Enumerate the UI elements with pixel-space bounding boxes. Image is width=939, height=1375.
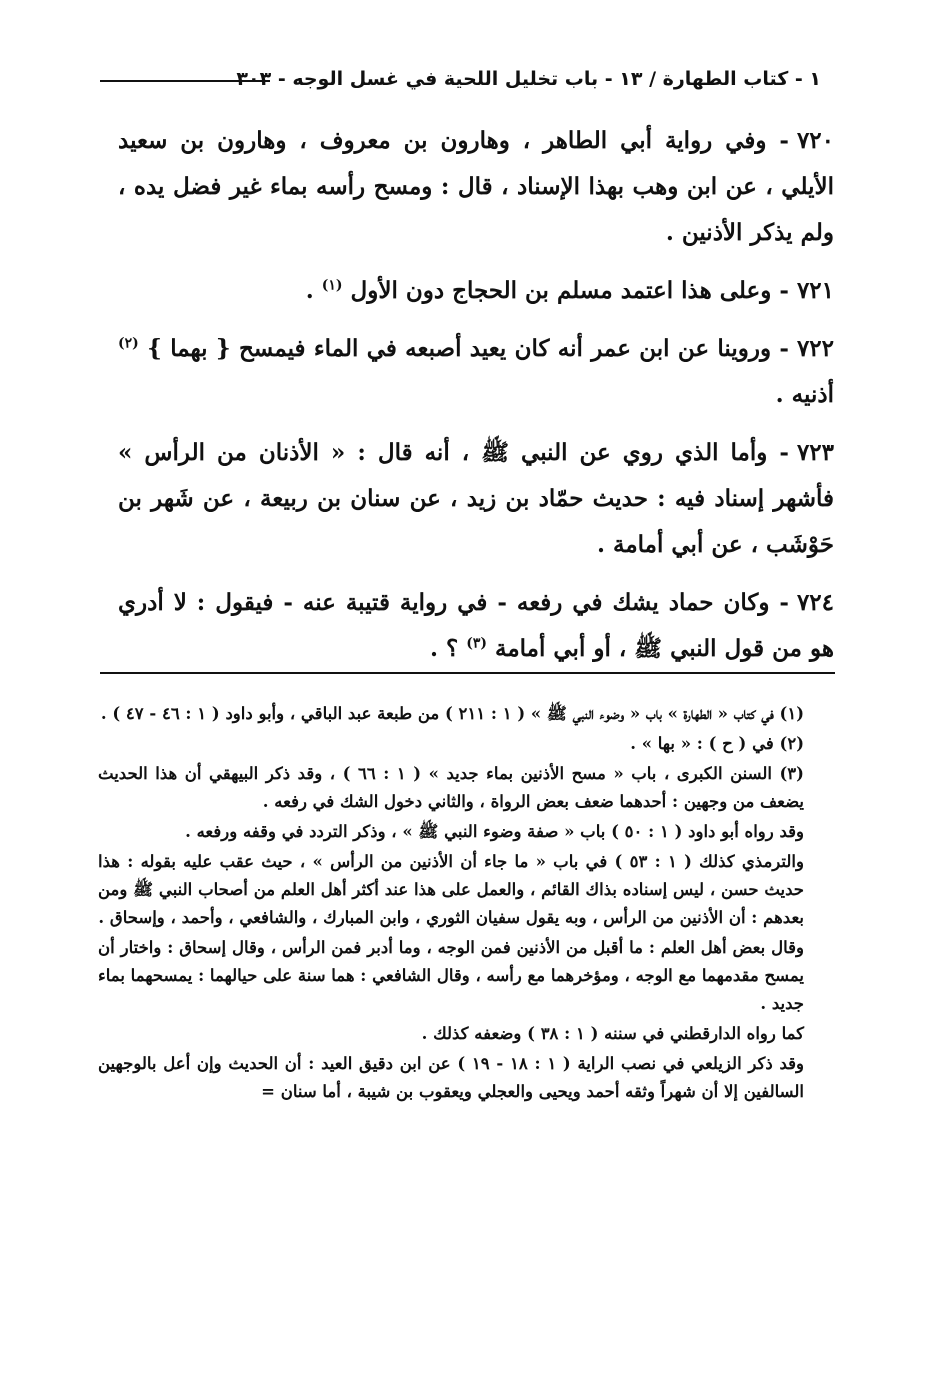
running-header — [110, 62, 821, 96]
footnote-ref: (١) — [321, 277, 343, 294]
footnote-3-continued: كما رواه الدارقطني في سننه ( ١ : ٣٨ ) وضعفه كذلك . — [421, 1024, 804, 1043]
footnote-3-continued: والترمذي كذلك ( ١ : ٥٣ ) في باب « ما جاء أن الأذنين من الرأس » ، حيث عقب عليه بقوله : هذا حديث حسن ، ليس إسناده بذاك القائم ، والعمل على هذا عند أكثر أهل العلم من أصحاب النبي ﷺ ومن بعدهم : أن الأذنين من الرأس ، وبه يقول سفيان الثوري ، وابن المبارك ، والشافعي ، وأحمد ، وإسحاق . — [98, 852, 804, 927]
paragraph-number: ٧٢١ — [796, 277, 834, 304]
footnote-divider — [100, 672, 835, 674]
main-text — [118, 118, 834, 684]
paragraph-number: ٧٢٤ — [796, 589, 834, 616]
footnote-1: (١) في كتاب « الطهارة » باب « وضوء النبي ﷺ » ( ١ : ٢١١ ) من طبعة عبد الباقي ، وأبو داود ( ١ : ٤٦ - ٤٧ ) . — [100, 704, 804, 723]
paragraph-tail: . — [305, 277, 322, 304]
paragraph-number: ٧٢٠ — [796, 127, 834, 154]
footnote-ref: (٣) — [466, 635, 487, 652]
footnotes — [98, 700, 834, 1108]
paragraph-724 — [118, 580, 834, 672]
header-rule — [100, 80, 270, 82]
footnote-3-continued: وقال بعض أهل العلم : ما أقبل من الأذنين فمن الوجه ، وما أدبر فمن الرأس ، وقال إسحاق : واختار أن يمسح مقدمهما مع الوجه ، ومؤخرهما مع رأسه ، وقال الشافعي : هما سنة على حيالهما : يمسحهما بماء جديد . — [98, 938, 804, 1013]
footnote-3: (٣) السنن الكبرى ، باب « مسح الأذنين بماء جديد » ( ١ : ٦٦ ) ، وقد ذكر البيهقي أن هذا الحديث يضعف من وجهين : أحدهما ضعف بعض الرواة ، والثاني دخول الشك في رفعه . — [98, 764, 804, 811]
paragraph-text: - وعلى هذا اعتمد مسلم بن الحجاج دون الأول — [350, 277, 789, 304]
paragraph-721 — [118, 268, 834, 314]
footnote-2: (٢) في ( ح ) : « بها » . — [630, 734, 804, 753]
paragraph-text: - وكان حماد يشك في رفعه - في رواية قتيبة عنه - فيقول : لا أدري هو من قول النبي ﷺ ، أو أبي أمامة — [118, 589, 834, 662]
paragraph-722 — [118, 326, 834, 418]
footnote-3-continued: وقد رواه أبو داود ( ١ : ٥٠ ) باب « صفة وضوء النبي ﷺ » ، وذكر التردد في وقفه ورفعه . — [185, 822, 804, 841]
paragraph-text: - وروينا عن ابن عمر أنه كان يعيد أصبعه في الماء فيمسح { بهما } — [147, 335, 789, 362]
paragraph-number: ٧٢٢ — [796, 335, 835, 362]
paragraph-number: ٧٢٣ — [796, 439, 834, 466]
running-title: ١ - كتاب الطهارة / ١٣ - باب تخليل اللحية في غسل الوجه - ٣٠٣ — [236, 68, 821, 90]
paragraph-text: - وأما الذي روي عن النبي ﷺ ، أنه قال : « الأذنان من الرأس » فأشهر إسناد فيه : حديث حمّاد بن زيد ، عن سنان بن ربيعة ، عن شَهر بن حَوْشَب ، عن أبي أمامة . — [118, 439, 834, 558]
footnote-3-continued: وقد ذكر الزيلعي في نصب الراية ( ١ : ١٨ - ١٩ ) عن ابن دقيق العيد : أن الحديث وإن أعل بالوجهين السالفين إلا أن شهراً وثقه أحمد ويحيى والعجلي ويعقوب بن شيبة ، أما سنان = — [98, 1054, 804, 1101]
paragraph-tail: أذنيه . — [775, 381, 834, 408]
paragraph-723 — [118, 430, 834, 568]
paragraph-720 — [118, 118, 834, 256]
paragraph-text: - وفي رواية أبي الطاهر ، وهارون بن معروف ، وهارون بن سعيد الأيلي ، عن ابن وهب بهذا الإسناد ، قال : ومسح رأسه بماء غير فضل يده ، ولم يذكر الأذنين . — [118, 127, 834, 246]
footnote-ref: (٢) — [118, 335, 139, 352]
paragraph-tail: ؟ . — [429, 635, 467, 662]
